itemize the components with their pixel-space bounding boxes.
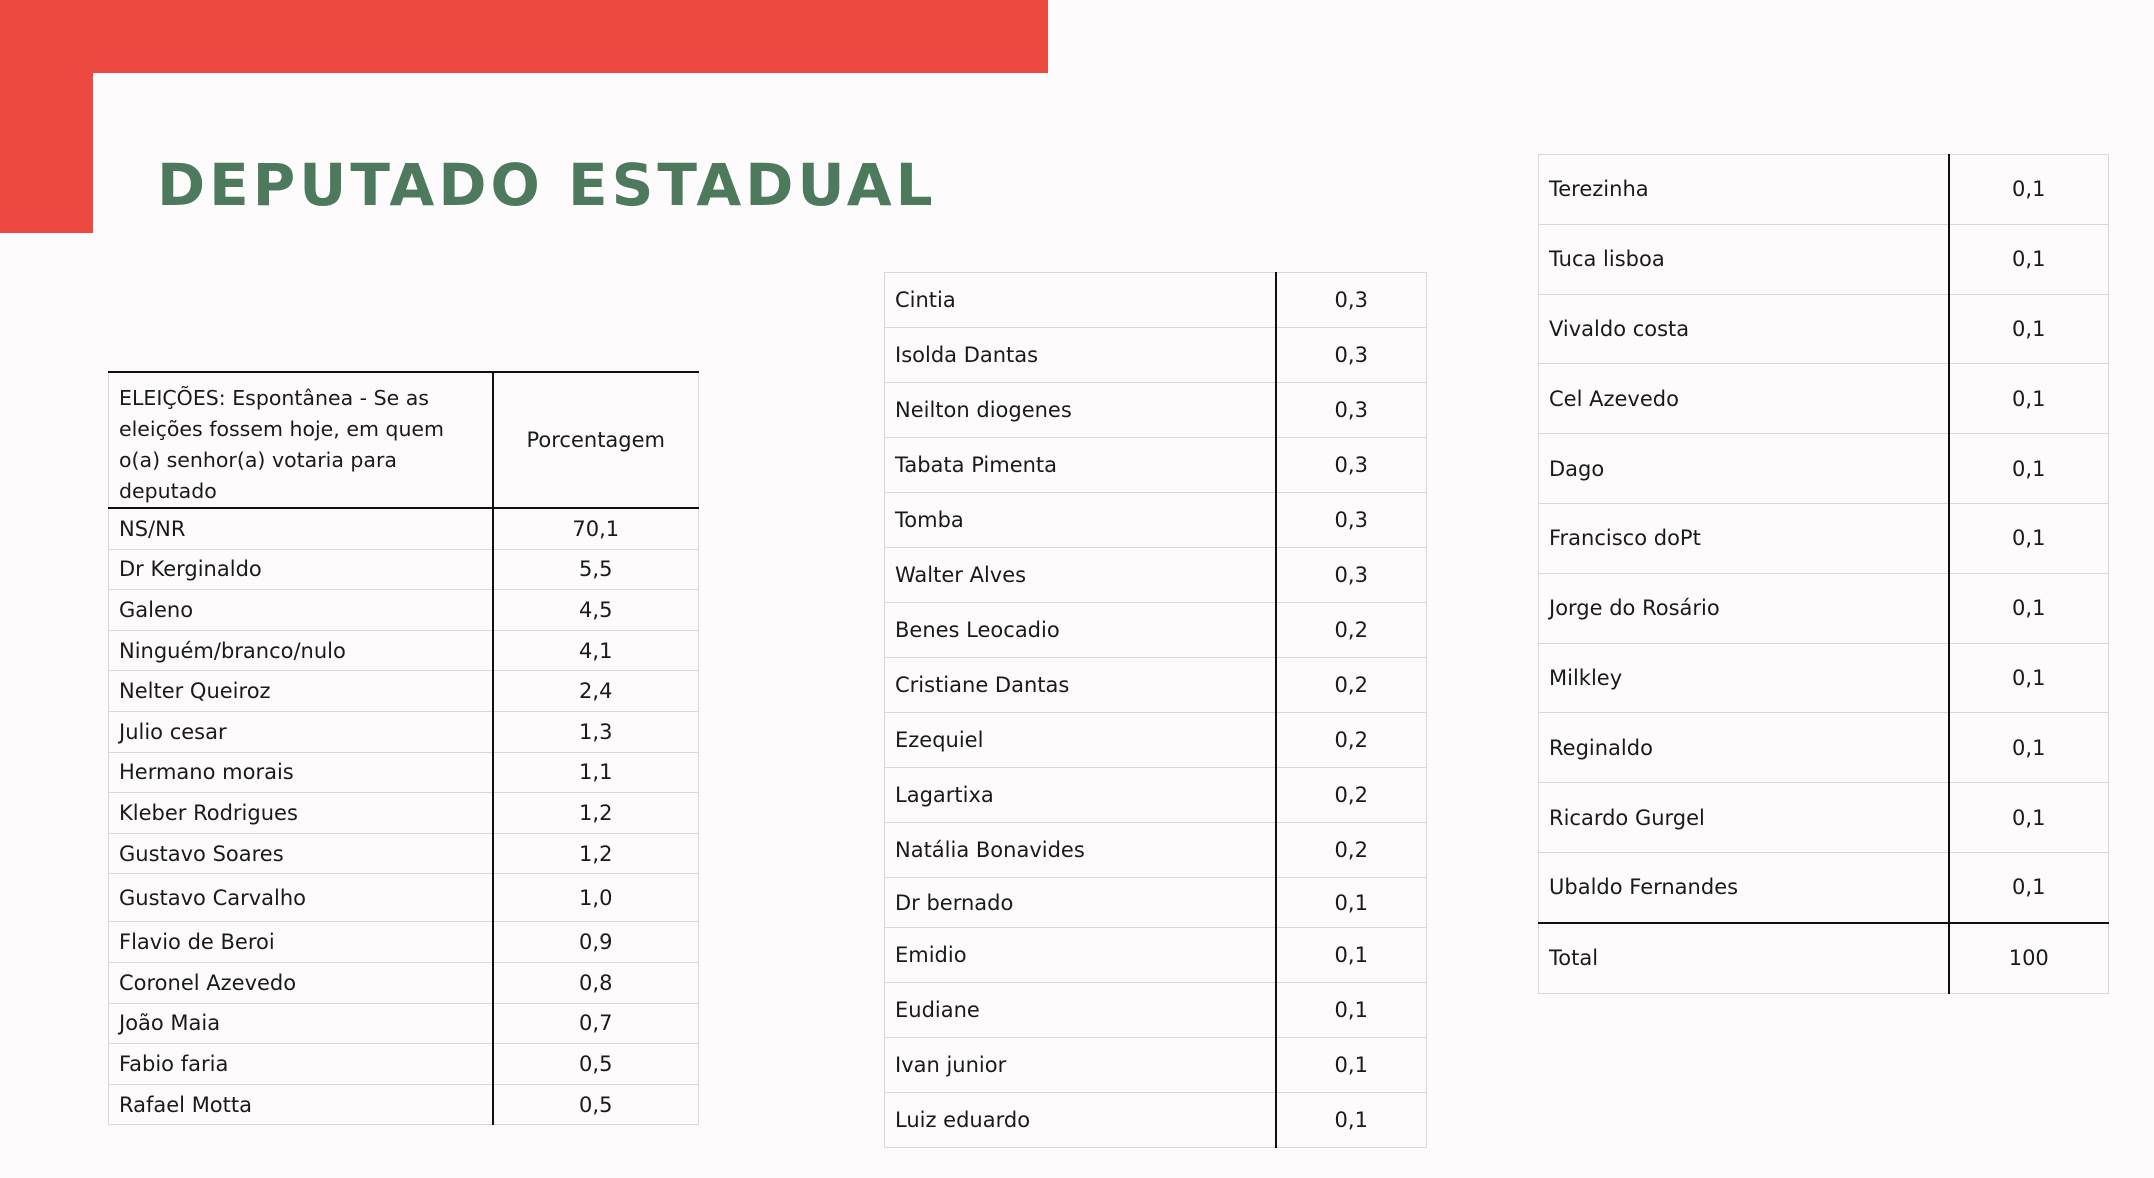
- percentage-value: 1,2: [493, 833, 699, 874]
- percentage-value: 0,1: [1276, 928, 1427, 983]
- candidate-name: Flavio de Beroi: [109, 922, 493, 963]
- page-title: DEPUTADO ESTADUAL: [157, 151, 937, 219]
- percentage-value: 2,4: [493, 671, 699, 712]
- candidate-name: Tuca lisboa: [1539, 224, 1949, 294]
- results-table-3: [1538, 154, 2109, 994]
- candidate-name: Ubaldo Fernandes: [1539, 852, 1949, 922]
- table-row: [1539, 155, 2109, 225]
- candidate-name: Coronel Azevedo: [109, 962, 493, 1003]
- table-row: [109, 1044, 699, 1085]
- table-row: [1539, 713, 2109, 783]
- table-row: [885, 713, 1427, 768]
- total-row: [1539, 923, 2109, 993]
- candidate-name: Eudiane: [885, 983, 1276, 1038]
- candidate-name: Emidio: [885, 928, 1276, 983]
- table-row: [1539, 852, 2109, 922]
- percentage-value: 0,1: [1276, 1038, 1427, 1093]
- results-table-2: [884, 272, 1427, 1148]
- percentage-value: 0,3: [1276, 548, 1427, 603]
- table-row: [885, 1093, 1427, 1148]
- percentage-value: 0,1: [1949, 294, 2109, 364]
- table-row: [109, 508, 699, 549]
- candidate-name: Milkley: [1539, 643, 1949, 713]
- table-row: [885, 438, 1427, 493]
- table-row: [109, 793, 699, 834]
- percentage-value: 0,2: [1276, 603, 1427, 658]
- percentage-value: 0,1: [1949, 503, 2109, 573]
- table-row: [1539, 573, 2109, 643]
- percentage-value: 0,2: [1276, 713, 1427, 768]
- percentage-value: 0,3: [1276, 328, 1427, 383]
- candidate-name: Dr Kerginaldo: [109, 549, 493, 590]
- table-row: [109, 922, 699, 963]
- percentage-value: 1,1: [493, 752, 699, 793]
- candidate-name: Gustavo Carvalho: [109, 874, 493, 922]
- candidate-name: Ricardo Gurgel: [1539, 783, 1949, 853]
- candidate-name: João Maia: [109, 1003, 493, 1044]
- candidate-name: Tomba: [885, 493, 1276, 548]
- candidate-name: Hermano morais: [109, 752, 493, 793]
- candidate-name: Tabata Pimenta: [885, 438, 1276, 493]
- table-row: [109, 1084, 699, 1125]
- table-row: [109, 962, 699, 1003]
- percentage-value: 0,1: [1949, 573, 2109, 643]
- table-row: [885, 603, 1427, 658]
- candidate-name: Walter Alves: [885, 548, 1276, 603]
- percentage-value: 0,1: [1276, 1093, 1427, 1148]
- candidate-name: Galeno: [109, 590, 493, 631]
- table-row: [109, 711, 699, 752]
- percentage-value: 70,1: [493, 508, 699, 549]
- percentage-value: 5,5: [493, 549, 699, 590]
- table-row: [885, 383, 1427, 438]
- table-row: [109, 590, 699, 631]
- percentage-value: 0,5: [493, 1084, 699, 1125]
- percentage-value: 0,3: [1276, 273, 1427, 328]
- results-table-1: [108, 371, 699, 1125]
- table-row: [885, 928, 1427, 983]
- table-row: [885, 328, 1427, 383]
- candidate-name: Reginaldo: [1539, 713, 1949, 783]
- table-row: [109, 752, 699, 793]
- percentage-value: 0,5: [493, 1044, 699, 1085]
- percentage-value: 0,2: [1276, 823, 1427, 878]
- percentage-value: 0,7: [493, 1003, 699, 1044]
- percentage-value: 0,3: [1276, 383, 1427, 438]
- candidate-name: Neilton diogenes: [885, 383, 1276, 438]
- candidate-name: Fabio faria: [109, 1044, 493, 1085]
- table-row: [1539, 224, 2109, 294]
- candidate-name: Isolda Dantas: [885, 328, 1276, 383]
- candidate-name: Julio cesar: [109, 711, 493, 752]
- table-row: [1539, 643, 2109, 713]
- percentage-value: 0,9: [493, 922, 699, 963]
- accent-bar-top: [0, 0, 1048, 73]
- table-row: [109, 1003, 699, 1044]
- percentage-value: 0,1: [1949, 434, 2109, 504]
- table-row: [109, 833, 699, 874]
- accent-bar-left: [0, 0, 93, 233]
- candidate-name: Luiz eduardo: [885, 1093, 1276, 1148]
- candidate-name: Ezequiel: [885, 713, 1276, 768]
- candidate-name: Cristiane Dantas: [885, 658, 1276, 713]
- table-row: [885, 273, 1427, 328]
- candidate-name: NS/NR: [109, 508, 493, 549]
- table-row: [885, 658, 1427, 713]
- percentage-value: 0,1: [1949, 155, 2109, 225]
- percentage-value: 0,1: [1949, 643, 2109, 713]
- header-percentage: Porcentagem: [493, 372, 699, 508]
- candidate-name: Lagartixa: [885, 768, 1276, 823]
- candidate-name: Benes Leocadio: [885, 603, 1276, 658]
- table-row: [1539, 294, 2109, 364]
- candidate-name: Kleber Rodrigues: [109, 793, 493, 834]
- table-row: [109, 671, 699, 712]
- candidate-name: Dr bernado: [885, 878, 1276, 928]
- table-row: [109, 874, 699, 922]
- percentage-value: 1,3: [493, 711, 699, 752]
- table-row: [885, 983, 1427, 1038]
- candidate-name: Natália Bonavides: [885, 823, 1276, 878]
- table-row: [885, 548, 1427, 603]
- candidate-name: Jorge do Rosário: [1539, 573, 1949, 643]
- table-row: [109, 630, 699, 671]
- candidate-name: Rafael Motta: [109, 1084, 493, 1125]
- percentage-value: 0,1: [1276, 878, 1427, 928]
- table-row: [885, 1038, 1427, 1093]
- table-row: [1539, 364, 2109, 434]
- candidate-name: Ninguém/branco/nulo: [109, 630, 493, 671]
- total-value: 100: [1949, 923, 2109, 993]
- percentage-value: 0,2: [1276, 768, 1427, 823]
- percentage-value: 0,1: [1276, 983, 1427, 1038]
- candidate-name: Dago: [1539, 434, 1949, 504]
- percentage-value: 0,1: [1949, 224, 2109, 294]
- percentage-value: 0,2: [1276, 658, 1427, 713]
- percentage-value: 0,3: [1276, 438, 1427, 493]
- percentage-value: 4,5: [493, 590, 699, 631]
- header-question: ELEIÇÕES: Espontânea - Se as eleições fossem hoje, em quem o(a) senhor(a) votaria para deputado: [109, 372, 493, 508]
- table-row: [885, 493, 1427, 548]
- percentage-value: 0,3: [1276, 493, 1427, 548]
- candidate-name: Cintia: [885, 273, 1276, 328]
- table-row: [109, 549, 699, 590]
- candidate-name: Gustavo Soares: [109, 833, 493, 874]
- candidate-name: Cel Azevedo: [1539, 364, 1949, 434]
- percentage-value: 1,0: [493, 874, 699, 922]
- percentage-value: 0,1: [1949, 783, 2109, 853]
- table-row: [1539, 783, 2109, 853]
- candidate-name: Terezinha: [1539, 155, 1949, 225]
- table-row: [885, 823, 1427, 878]
- percentage-value: 0,1: [1949, 364, 2109, 434]
- percentage-value: 0,1: [1949, 713, 2109, 783]
- table-header: [109, 372, 699, 508]
- table-row: [885, 768, 1427, 823]
- table-row: [1539, 503, 2109, 573]
- percentage-value: 0,1: [1949, 852, 2109, 922]
- candidate-name: Francisco doPt: [1539, 503, 1949, 573]
- total-label: Total: [1539, 923, 1949, 993]
- percentage-value: 0,8: [493, 962, 699, 1003]
- percentage-value: 4,1: [493, 630, 699, 671]
- candidate-name: Nelter Queiroz: [109, 671, 493, 712]
- percentage-value: 1,2: [493, 793, 699, 834]
- candidate-name: Ivan junior: [885, 1038, 1276, 1093]
- table-row: [1539, 434, 2109, 504]
- candidate-name: Vivaldo costa: [1539, 294, 1949, 364]
- table-row: [885, 878, 1427, 928]
